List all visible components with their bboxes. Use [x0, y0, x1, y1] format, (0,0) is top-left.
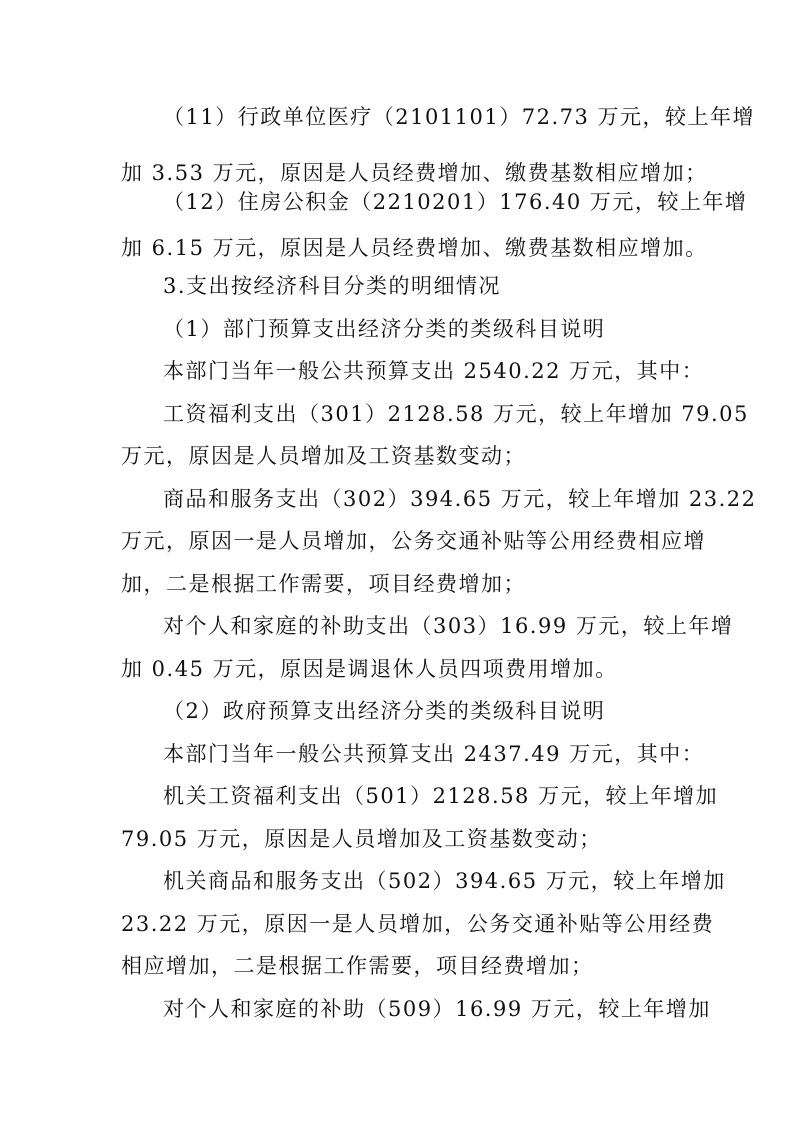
- text-line: 本部门当年一般公共预算支出 2437.49 万元，其中：: [163, 742, 705, 766]
- text-line: 对个人和家庭的补助支出（303）16.99 万元，较上年增: [163, 614, 734, 638]
- text-line: 机关商品和服务支出（502）394.65 万元，较上年增加: [163, 869, 726, 893]
- text-line: 相应增加，二是根据工作需要，项目经费增加；: [121, 954, 594, 978]
- text-line: 加 3.53 万元，原因是人员经费增加、缴费基数相应增加；: [121, 161, 708, 185]
- text-line: 加，二是根据工作需要，项目经费增加；: [121, 572, 526, 596]
- text-line: 对个人和家庭的补助（509）16.99 万元，较上年增加: [163, 997, 711, 1021]
- text-line: 万元，原因一是人员增加，公务交通补贴等公用经费相应增: [121, 529, 706, 553]
- text-line: （12）住房公积金（2210201）176.40 万元，较上年增: [163, 190, 748, 214]
- text-line: 万元，原因是人员增加及工资基数变动；: [121, 444, 526, 468]
- subsection-heading: （2）政府预算支出经济分类的类级科目说明: [163, 699, 606, 723]
- text-line: 机关工资福利支出（501）2128.58 万元，较上年增加: [163, 784, 719, 808]
- text-line: 加 0.45 万元，原因是调退休人员四项费用增加。: [121, 657, 618, 681]
- text-line: 23.22 万元，原因一是人员增加，公务交通补贴等公用经费: [121, 912, 715, 936]
- text-line: 本部门当年一般公共预算支出 2540.22 万元，其中：: [163, 359, 705, 383]
- text-line: （11）行政单位医疗（2101101）72.73 万元，较上年增: [163, 105, 756, 129]
- text-line: 加 6.15 万元，原因是人员经费增加、缴费基数相应增加。: [121, 236, 708, 260]
- subsection-heading: （1）部门预算支出经济分类的类级科目说明: [163, 317, 606, 341]
- text-line: 79.05 万元，原因是人员增加及工资基数变动；: [121, 827, 602, 851]
- text-line: 商品和服务支出（302）394.65 万元，较上年增加 23.22: [163, 487, 757, 511]
- section-heading: 3.支出按经济科目分类的明细情况: [163, 274, 502, 298]
- text-line: 工资福利支出（301）2128.58 万元，较上年增加 79.05: [163, 402, 749, 426]
